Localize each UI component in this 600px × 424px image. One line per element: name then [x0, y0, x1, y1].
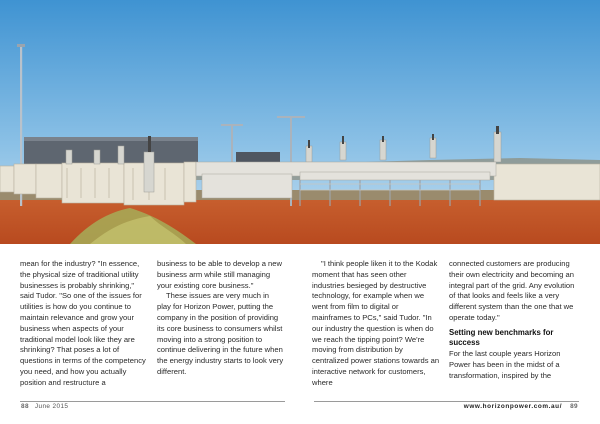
body-paragraph: For the last couple years Horizon Power has been in the midst of a transformation, inspired by the [449, 348, 561, 380]
text-column-1 [20, 259, 148, 389]
text-column-3 [312, 259, 440, 389]
text-column-2 [157, 259, 285, 378]
body-paragraph: business to be able to develop a new business arm while still managing your existing core business." [157, 259, 282, 290]
footer-left [21, 402, 68, 411]
body-paragraph: These issues are very much in play for Horizon Power, putting the company in the position of providing its core business to consumers whilst moving into a strong position to continue delivering in the future when the energy industry starts to look very different. [157, 291, 284, 376]
issue-date: June 2015 [34, 403, 69, 410]
page-number-left: 88 [21, 403, 29, 410]
website-url: www.horizonpower.com.au/ [463, 403, 563, 410]
section-heading: Setting new benchmarks for success [449, 327, 554, 348]
page-number-right: 89 [570, 403, 578, 410]
body-paragraph: "I think people liken it to the Kodak moment that has seen other industries besieged by destructive technology, for example when we went from film to digital or mainframes to PCs," said Tudor. "In our industry the question is when do we reach the tipping point? We're moving from distribution by centralized power stations towards an interactive network for customers, where [312, 259, 440, 387]
footer-right [464, 402, 578, 411]
text-column-4 [449, 259, 577, 381]
body-paragraph: mean for the industry? "In essence, the physical size of traditional utility businesses is probably shrinking," said Tudor. "So one of the issues for utilities is how do you continue to maintain relevance and grow your business when aspects of your traditional model look like they are shrinking? That poses a lot of questions in terms of the competency you need, and how you actually position and restructure a [20, 259, 146, 387]
body-paragraph: connected customers are producing their own electricity and becoming an integral part of the grid. Any evolution of that looks and feels like a very different system than the one that we operate today." [449, 259, 575, 322]
